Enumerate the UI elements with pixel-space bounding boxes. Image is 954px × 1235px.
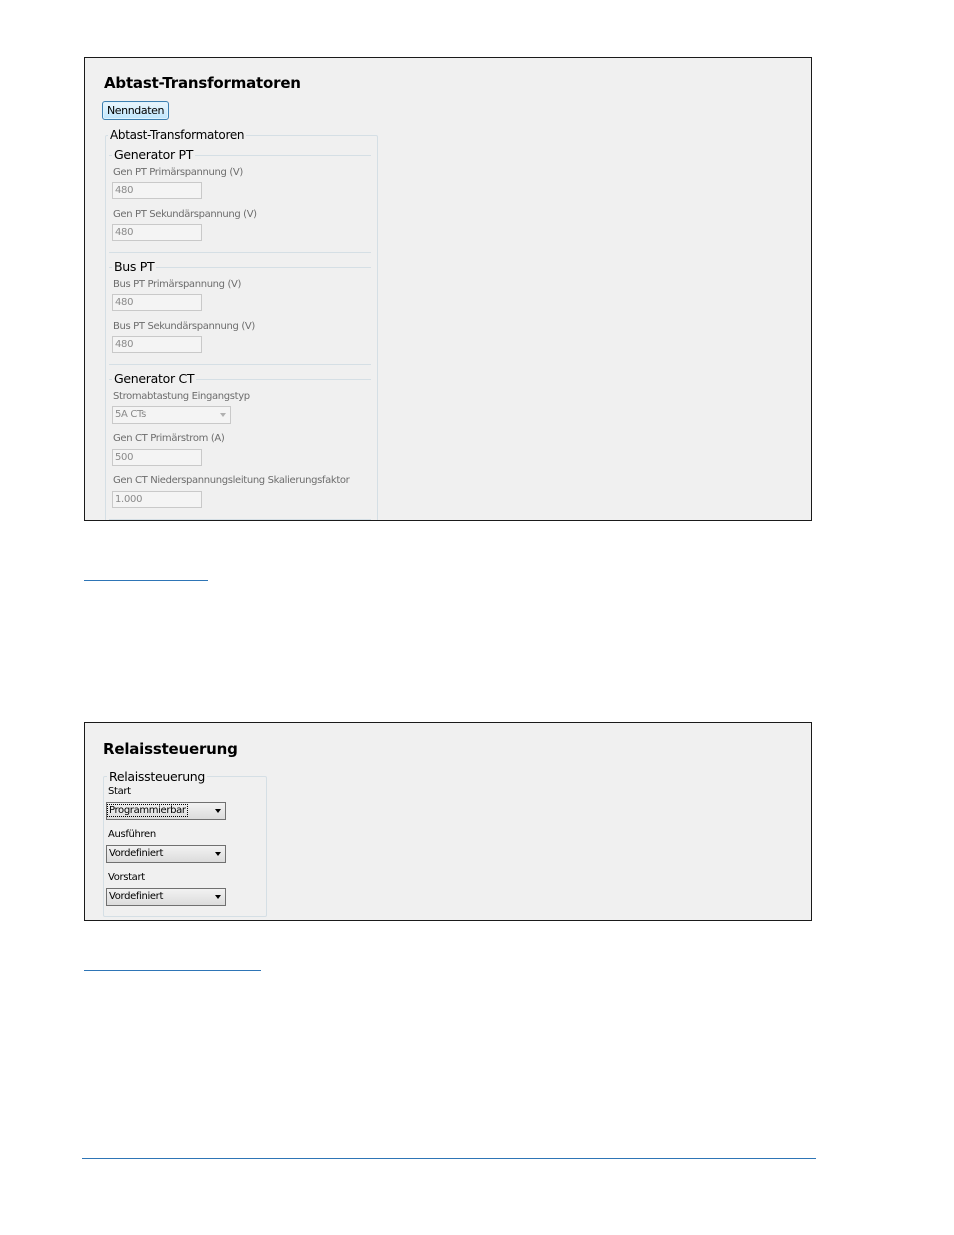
prestart-label: Vorstart [108, 872, 145, 883]
bus-pt-primary-label: Bus PT Primärspannung (V) [113, 279, 242, 290]
relay-control-panel [84, 722, 812, 921]
panel-title: Abtast-Transformatoren [104, 74, 301, 92]
link-underline [84, 970, 261, 971]
gen-pt-secondary-label: Gen PT Sekundärspannung (V) [113, 209, 257, 220]
ct-input-type-value: 5A CTs [115, 409, 146, 420]
sensing-transformers-panel [84, 57, 812, 521]
start-select[interactable] [106, 802, 226, 820]
chevron-down-icon [220, 413, 226, 417]
chevron-down-icon [215, 895, 221, 899]
panel-title: Relaissteuerung [103, 740, 238, 758]
prestart-value: Vordefiniert [109, 891, 164, 902]
bus-pt-secondary-input[interactable]: 480 [112, 336, 202, 353]
generator-ct-legend: Generator CT [114, 371, 195, 386]
gen-ct-primary-label: Gen CT Primärstrom (A) [113, 433, 225, 444]
run-label: Ausführen [108, 829, 156, 840]
gen-pt-primary-input[interactable]: 480 [112, 182, 202, 199]
run-value: Vordefiniert [109, 848, 164, 859]
chevron-down-icon [215, 809, 221, 813]
gen-pt-secondary-input[interactable]: 480 [112, 224, 202, 241]
bus-pt-primary-input[interactable]: 480 [112, 294, 202, 311]
bus-pt-legend: Bus PT [114, 259, 155, 274]
gen-ct-scaling-label: Gen CT Niederspannungsleitung Skalierungsfaktor [113, 475, 350, 486]
start-value: Programmierbar [109, 805, 186, 816]
gen-pt-primary-label: Gen PT Primärspannung (V) [113, 167, 243, 178]
run-select[interactable] [106, 845, 226, 863]
start-label: Start [108, 786, 131, 797]
chevron-down-icon [215, 852, 221, 856]
gen-ct-scaling-input[interactable]: 1.000 [112, 491, 202, 508]
rating-data-button[interactable]: Nenndaten [102, 101, 169, 120]
group-legend: Relaissteuerung [109, 769, 206, 784]
bus-pt-secondary-label: Bus PT Sekundärspannung (V) [113, 321, 255, 332]
ct-input-type-label: Stromabtastung Eingangstyp [113, 391, 250, 402]
link-underline [84, 580, 208, 581]
prestart-select[interactable] [106, 888, 226, 906]
group-legend: Abtast-Transformatoren [110, 128, 245, 142]
generator-pt-legend: Generator PT [114, 147, 194, 162]
ct-input-type-select[interactable] [112, 406, 231, 424]
gen-ct-primary-input[interactable]: 500 [112, 449, 202, 466]
footer-rule [82, 1158, 816, 1159]
